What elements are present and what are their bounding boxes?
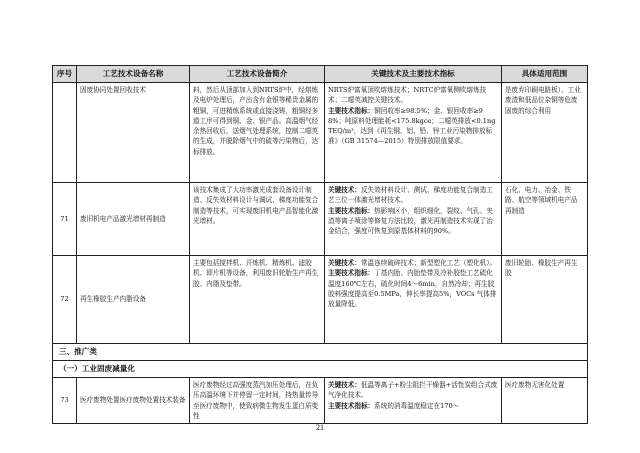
row-name: 医疗废物处置医疗废物处置技术装备	[77, 378, 190, 424]
table-row	[53, 256, 588, 344]
section-title: 三、推广类	[53, 344, 588, 361]
key-tech-text: NRTS炉富氧顶吹熔炼技术；NRTC炉富氧侧吹熔炼技术；二噁英减控关键技术。	[328, 86, 487, 105]
table-row	[53, 378, 588, 424]
row-intro: 医疗废物经过高强度蒸汽加压处理后，在负压高温环境下并停留一定时间，持热量传导至医疗废物中，使致病微生物发生蛋白质变性	[190, 378, 325, 424]
row-key-tech	[325, 183, 502, 256]
key-tech-text: 反失效材料设计、测试、梯度功能复合制造工艺三位一体激光增材技术。	[328, 186, 493, 205]
technology-table	[52, 65, 588, 424]
row-name: 再生橡胶生产内脂设备	[77, 256, 190, 344]
row-number: 72	[53, 256, 77, 344]
key-indicator-text: 铜回收率≥98.5%；金、银回收率≥98%；吨原料处理能耗<175.8kgce；二噁英排放<0.1ng TEQ/m³，达到《再生铜、铝、铅、锌工业污染物排放标准》（GB 31574—2015）特别排放限值要求。	[328, 106, 496, 146]
key-indicator-label: 主要技术指标：	[328, 269, 375, 278]
row-number	[53, 83, 77, 183]
row-key-tech	[325, 83, 502, 183]
key-tech-text: 低温等离子+粉尘阻拦干燥器+活性炭组合式废气净化技术。	[328, 381, 498, 400]
table-header-row	[53, 66, 588, 83]
row-scope: 石化、电力、冶金、铁路、航空等领域机电产品再制造	[502, 183, 588, 256]
row-scope: 是废弃印刷电路板）、工业废渣和低品位杂铜等危废固废的综合利用	[502, 83, 588, 183]
key-indicator-label: 主要技术指标：	[328, 206, 375, 215]
subsection-title: （一）工业固废减量化	[53, 361, 588, 378]
key-tech-text: 常温连续破碎技术；新型塑化工艺（塑化机）。	[360, 259, 497, 267]
header-key-tech: 关键技术及主要技术指标	[325, 66, 502, 83]
header-scope: 具体适用范围	[502, 66, 588, 83]
key-indicator-text: 系统的消毒温度稳定在170～	[374, 401, 460, 410]
row-scope: 医疗废物无害化处置	[502, 378, 588, 424]
section-row	[53, 344, 588, 361]
row-intro: 料，然后从顶部加入到NRTS炉中，经熔炼及电炉处理后，产出含有金银等稀贵金属的粗铜，可进精炼系统或直接浇铸，粗铜经多道工序可得到铜、金、银产品。高温烟气经余热回收后，送烟气处理系统，控制二噁英的生成，并脱除烟气中的硫等污染物后，达标排放。	[190, 83, 325, 183]
table-row-continued	[53, 83, 588, 183]
table-row	[53, 183, 588, 256]
row-intro: 该技术集成了大功率激光成套设备设计制造、反失效材料设计与调试、梯度功能复合制造等技术，可实现废旧机电产品智能化激光增材。	[190, 183, 325, 256]
key-tech-label: 关键技术：	[328, 381, 361, 389]
header-number: 序号	[53, 66, 77, 83]
key-indicator-label: 主要技术指标：	[328, 401, 375, 410]
page-number: 21	[316, 423, 324, 432]
row-intro: 主要包括搅拌机、开炼机、精炼机、滤胶机、即片机等设备，利用废旧轮胎生产再生胶、内脂及垫带。	[190, 256, 325, 344]
subsection-row	[53, 361, 588, 378]
key-indicator-label: 主要技术指标：	[328, 106, 375, 115]
row-scope: 废旧轮胎、橡胶生产再生胶	[502, 256, 588, 344]
row-name: 固废协同处置回收技术	[77, 83, 190, 183]
key-tech-label: 关键技术：	[328, 259, 361, 267]
header-name: 工艺技术设备名称	[77, 66, 190, 83]
row-key-tech	[325, 256, 502, 344]
row-number: 73	[53, 378, 77, 424]
key-indicator-text: 热影响区小，组织细化，裂纹、气孔、夹渣等离子喷涂等修复方法比较，激光再制造技术实现了冶金结合，强度可恢复到原基体材料的90%。	[328, 206, 493, 236]
key-indicator-text: 丁基内胎、内胎垫带及冷补胶垫工艺硫化温度160℃左右，硫化时间4～6min，自然冷却；再生胶胶料强度提高至0.5MPa，伸长率提高5%，VOCs 气体排放量降低。	[328, 269, 497, 309]
row-name: 废旧机电产品激光增材再制造	[77, 183, 190, 256]
row-number: 71	[53, 183, 77, 256]
row-key-tech	[325, 378, 502, 424]
header-intro: 工艺技术设备简介	[190, 66, 325, 83]
key-tech-label: 关键技术：	[328, 186, 361, 194]
